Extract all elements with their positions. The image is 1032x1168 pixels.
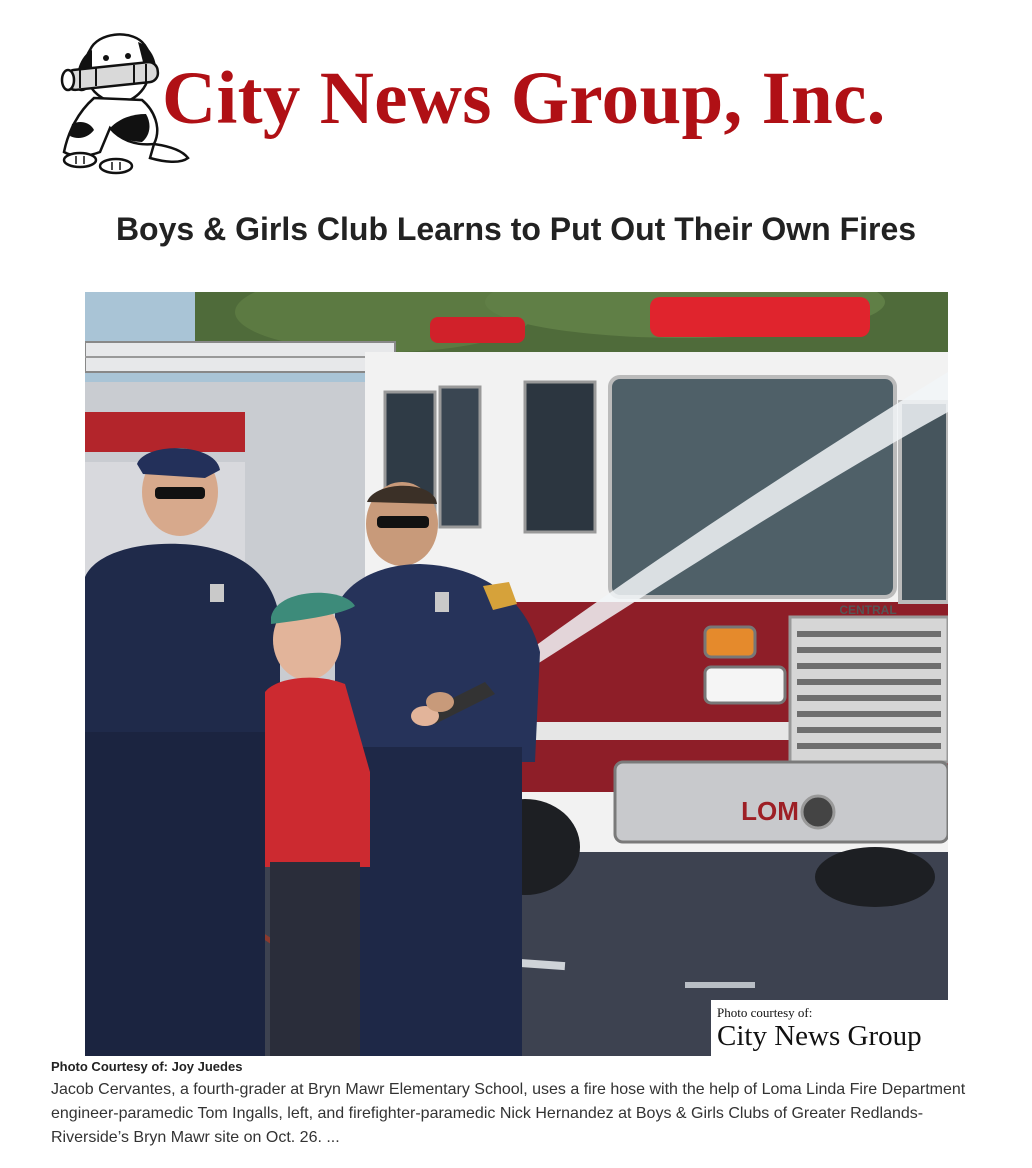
- watermark-brand: City News Group: [717, 1020, 922, 1052]
- masthead: [50, 28, 980, 176]
- article-photo: [85, 292, 948, 1056]
- svg-text:CENTRAL: CENTRAL: [839, 603, 897, 617]
- photo-caption: Jacob Cervantes, a fourth-grader at Bryn Mawr Elementary School, uses a fire hose with the help of Loma Linda Fire Department engineer-paramedic Tom Ingalls, left, and firefighter-paramedic Nick Hernandez at Boys & Girls Clubs of Greater Redlands-Riverside’s Bryn Mawr site on Oct. 26. ...: [51, 1081, 966, 1146]
- brand-name: City News Group, Inc.: [162, 57, 886, 140]
- photo-watermark: [711, 1000, 948, 1056]
- article-headline: Boys & Girls Club Learns to Put Out Their Own Fires: [115, 211, 917, 247]
- watermark-label: Photo courtesy of:: [717, 1005, 813, 1020]
- svg-text:LOM: LOM: [741, 796, 799, 826]
- photo-credit: Photo Courtesy of: Joy Juedes: [51, 1059, 243, 1074]
